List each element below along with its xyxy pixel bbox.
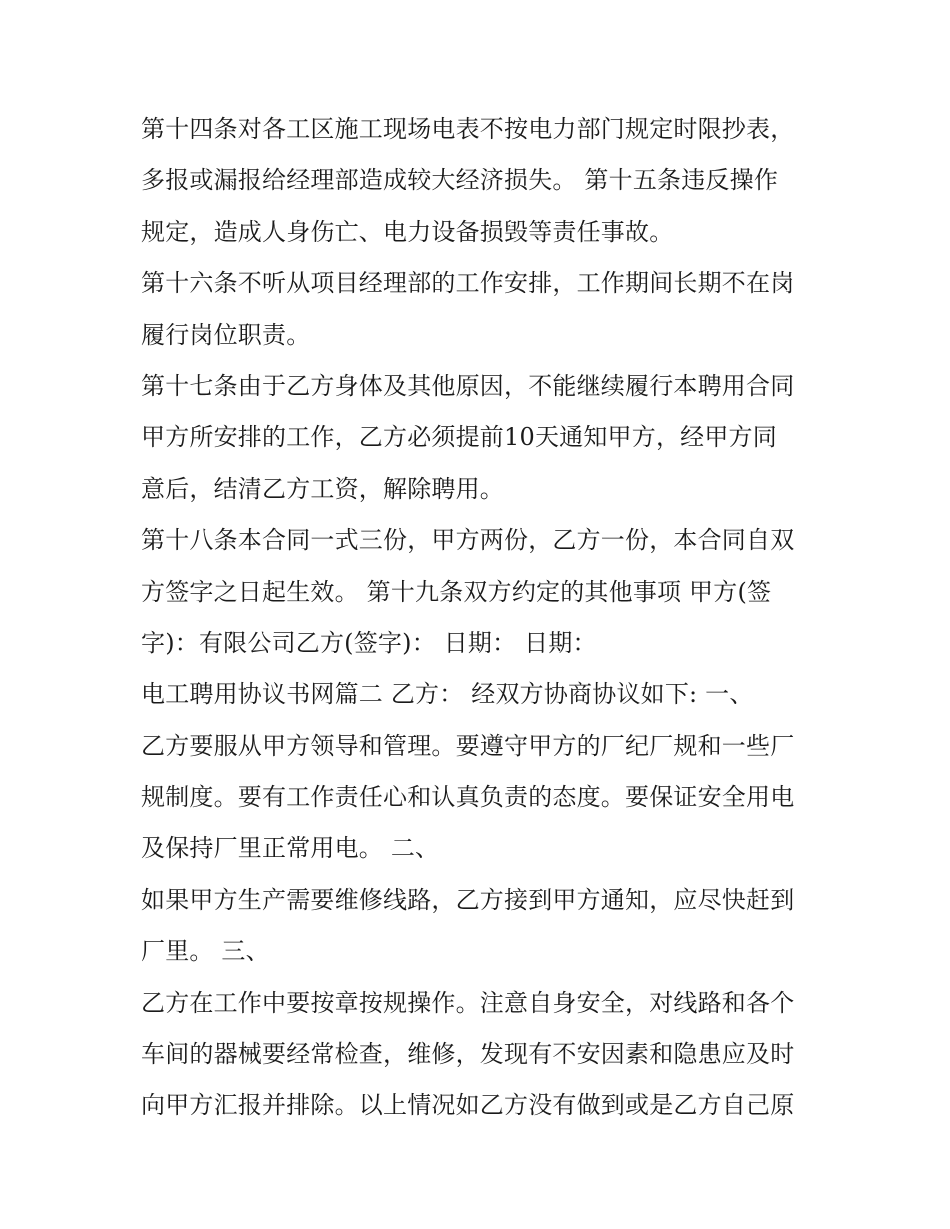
text-line-17: 厂里。 三、 (141, 937, 270, 966)
text-line-14: 规制度。要有工作责任心和认真负责的态度。要保证安全用电 (141, 783, 795, 812)
text-line-12: 电工聘用协议书网篇二 乙方： 经双方协商协议如下: 一、 (141, 680, 754, 709)
text-line-5: 履行岗位职责。 (141, 320, 311, 349)
text-line-15: 及保持厂里正常用电。 二、 (141, 834, 440, 863)
text-line-11: 字)：有限公司乙方(签字)： 日期： 日期： (141, 628, 597, 657)
text-line-2: 多报或漏报给经理部造成较大经济损失。 第十五条违反操作 (141, 166, 779, 195)
text-line-16: 如果甲方生产需要维修线路，乙方接到甲方通知，应尽快赶到 (141, 885, 795, 914)
text-line-19: 车间的器械要经常检查，维修，发现有不安因素和隐患应及时 (141, 1040, 795, 1069)
text-line-6: 第十七条由于乙方身体及其他原因，不能继续履行本聘用合同 (141, 371, 795, 400)
text-line-3: 规定，造成人身伤亡、电力设备损毁等责任事故。 (141, 217, 674, 246)
text-line-7: 甲方所安排的工作，乙方必须提前10天通知甲方，经甲方同 (141, 423, 777, 452)
text-line-4: 第十六条不听从项目经理部的工作安排，工作期间长期不在岗 (141, 269, 795, 298)
text-line-18: 乙方在工作中要按章按规操作。注意自身安全，对线路和各个 (141, 988, 795, 1017)
text-line-10: 方签字之日起生效。 第十九条双方约定的其他事项 甲方(签 (141, 577, 772, 606)
text-line-1: 第十四条对各工区施工现场电表不按电力部门规定时限抄表， (141, 115, 795, 143)
text-line-13: 乙方要服从甲方领导和管理。要遵守甲方的厂纪厂规和一些厂 (141, 731, 795, 760)
text-line-8: 意后，结清乙方工资，解除聘用。 (141, 474, 504, 503)
document-body (141, 104, 821, 1132)
text-line-20: 向甲方汇报并排除。以上情况如乙方没有做到或是乙方自己原 (141, 1091, 795, 1120)
text-line-9: 第十八条本合同一式三份，甲方两份，乙方一份，本合同自双 (141, 526, 795, 555)
